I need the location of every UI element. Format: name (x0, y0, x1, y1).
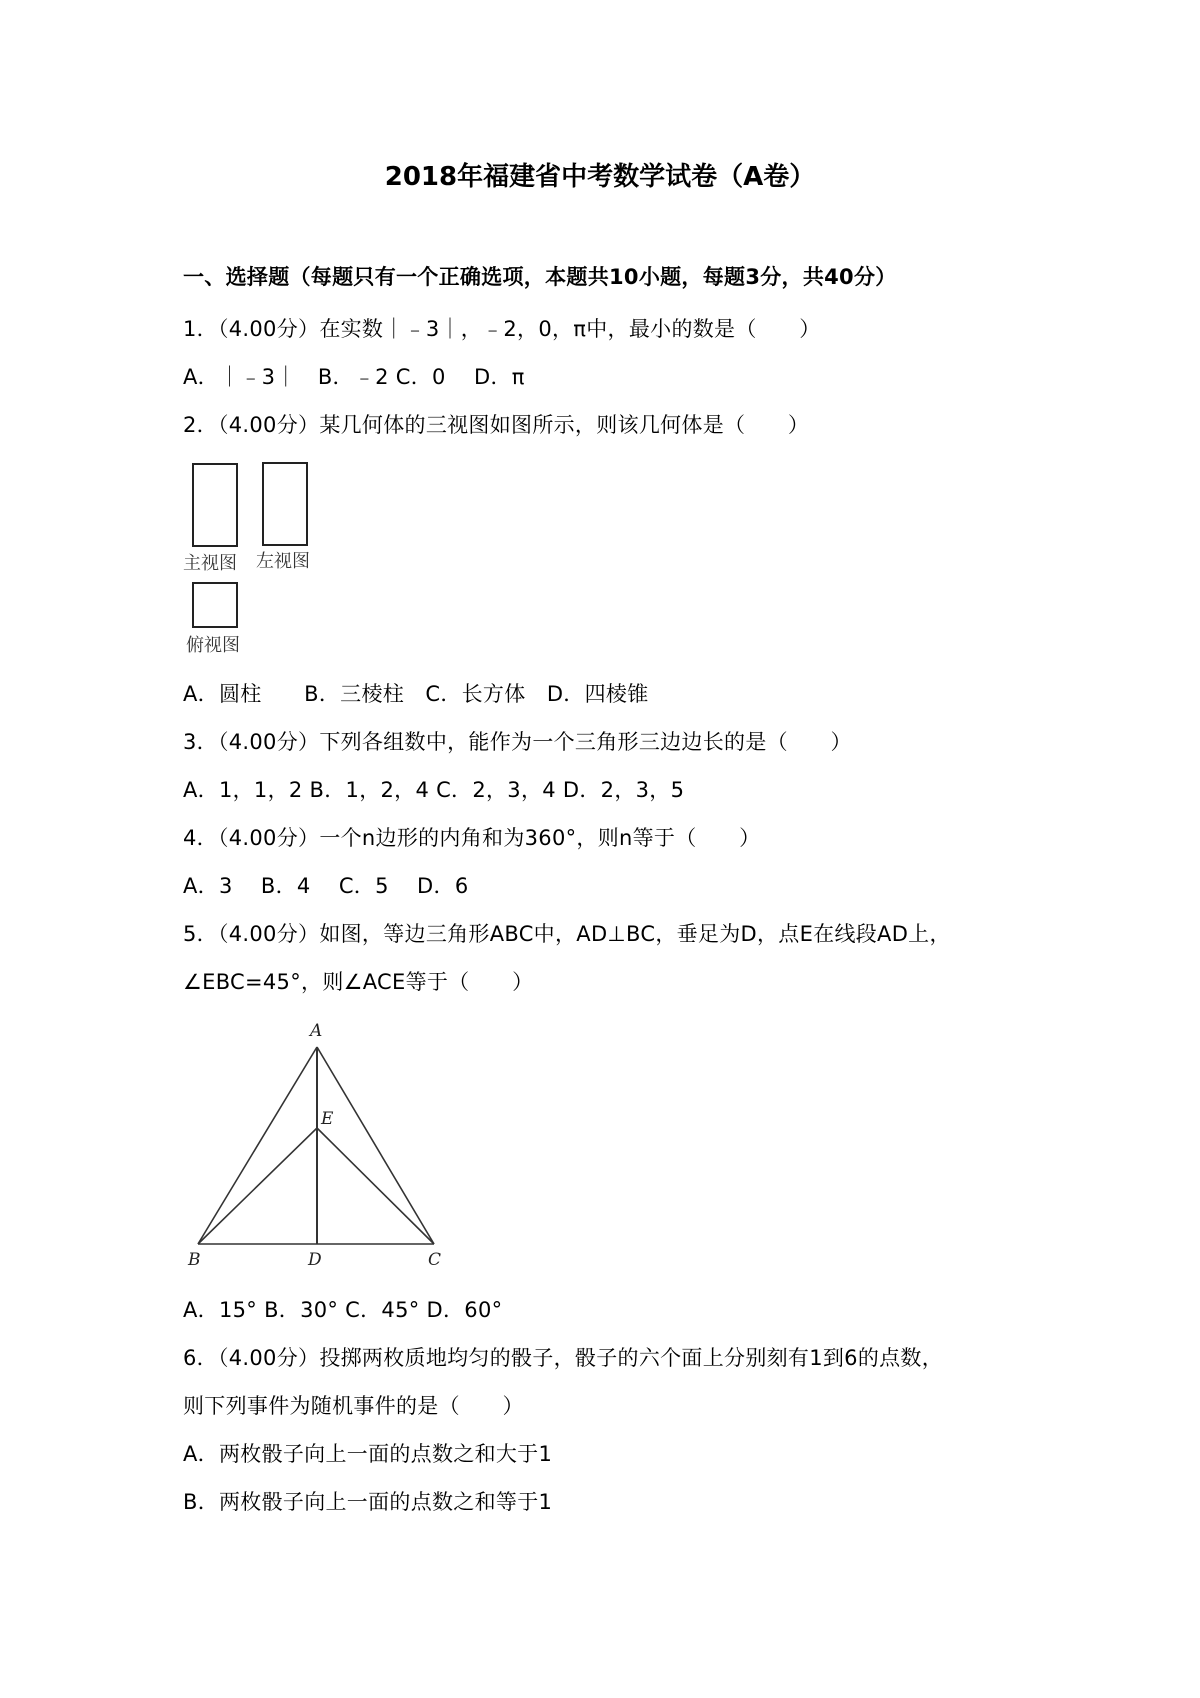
question-5-stem-line1: 5．（4.00分）如图，等边三角形ABC中，AD⊥BC，垂足为D，点E在线段AD上， (183, 922, 951, 946)
point-b-label: B (188, 1250, 201, 1270)
question-6-option-a: A．两枚骰子向上一面的点数之和大于1 (183, 1442, 553, 1466)
point-d-label: D (308, 1250, 322, 1270)
question-1-options: A．｜﹣3｜ B．﹣2 C．0 D．π (183, 365, 525, 389)
exam-title: 2018年福建省中考数学试卷（A卷） (384, 162, 816, 192)
triangle-figure (180, 1015, 450, 1275)
question-5-options: A．15° B．30° C．45° D．60° (183, 1298, 503, 1322)
point-a-label: A (310, 1021, 323, 1041)
top-view-square (192, 582, 238, 628)
section-heading: 一、选择题（每题只有一个正确选项，本题共10小题，每题3分，共40分） (183, 265, 897, 289)
point-c-label: C (428, 1250, 442, 1270)
front-view-label: 主视图 (183, 553, 237, 574)
top-view-label: 俯视图 (186, 635, 240, 656)
question-2-stem: 2．（4.00分）某几何体的三视图如图所示，则该几何体是（ ） (183, 413, 810, 437)
question-4-options: A．3 B．4 C．5 D．6 (183, 874, 469, 898)
question-3-options: A．1，1，2 B．1，2，4 C．2，3，4 D．2，3，5 (183, 778, 685, 802)
question-6-option-b: B．两枚骰子向上一面的点数之和等于1 (183, 1490, 553, 1514)
point-e-label: E (321, 1109, 334, 1129)
question-5-stem-line2: ∠EBC=45°，则∠ACE等于（ ） (183, 970, 534, 994)
left-view-rectangle (262, 462, 308, 546)
front-view-rectangle (192, 463, 238, 547)
question-3-stem: 3．（4.00分）下列各组数中，能作为一个三角形三边边长的是（ ） (183, 730, 852, 754)
question-6-stem-line1: 6．（4.00分）投掷两枚质地均匀的骰子，骰子的六个面上分别刻有1到6的点数， (183, 1346, 944, 1370)
question-1-stem: 1．（4.00分）在实数｜﹣3｜，﹣2，0，π中，最小的数是（ ） (183, 317, 821, 341)
question-2-options: A．圆柱 B．三棱柱 C．长方体 D．四棱锥 (183, 682, 649, 706)
question-4-stem: 4．（4.00分）一个n边形的内角和为360°，则n等于（ ） (183, 826, 761, 850)
question-6-stem-line2: 则下列事件为随机事件的是（ ） (183, 1394, 524, 1418)
left-view-label: 左视图 (256, 551, 310, 572)
